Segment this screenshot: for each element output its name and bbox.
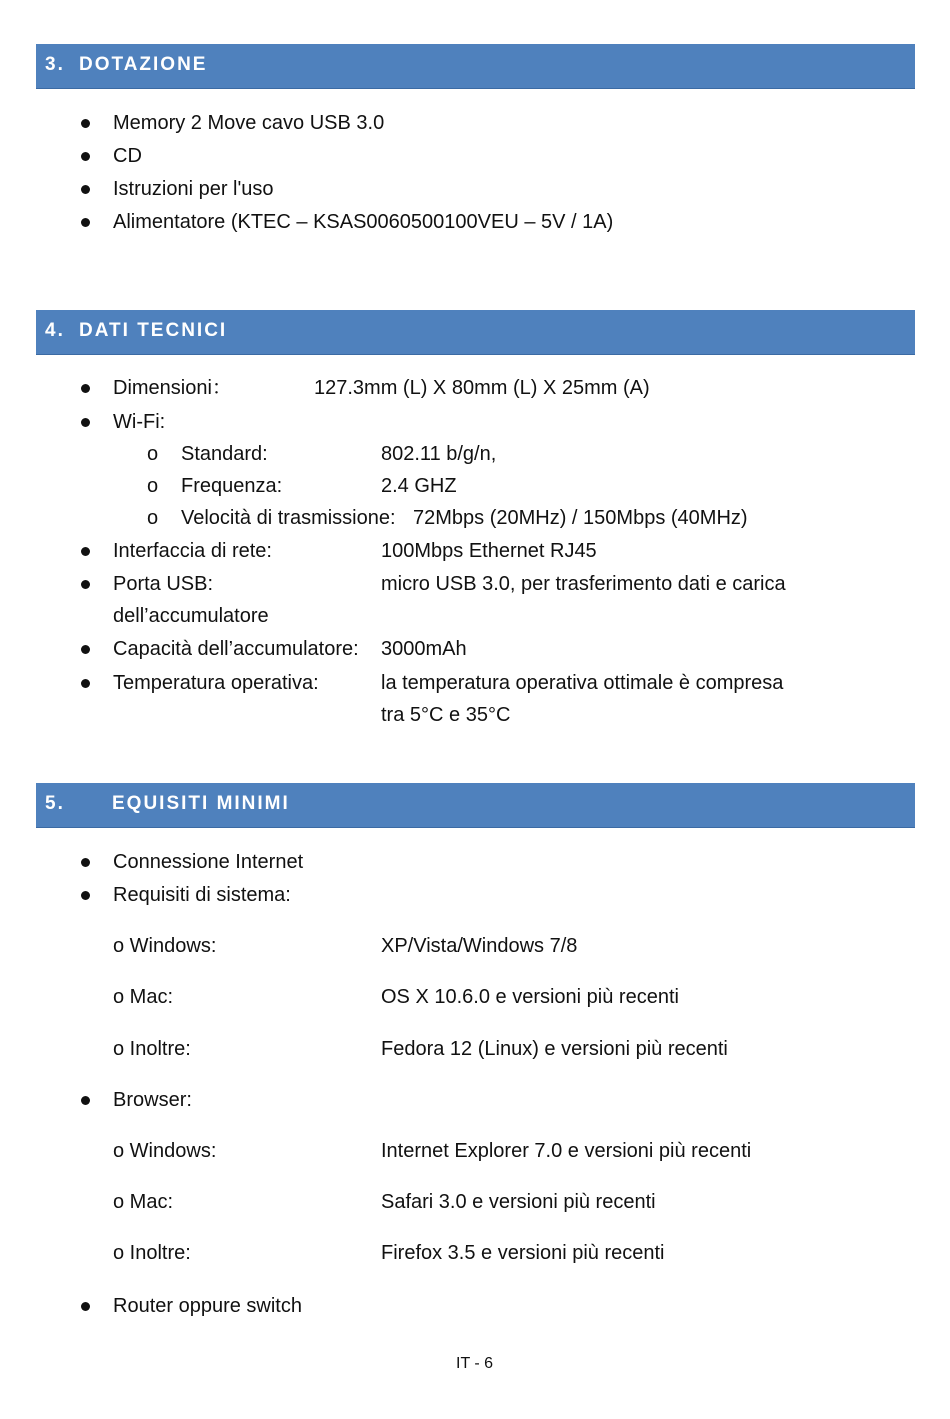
spec-label-velocita: Velocità di trasmissione:: [181, 507, 396, 529]
req-value-mac: OS X 10.6.0 e versioni più recenti: [381, 986, 679, 1008]
bullet-icon: [81, 218, 90, 227]
spec-label-temperatura: Temperatura operativa:: [113, 672, 319, 694]
browser-label-other: o Inoltre:: [113, 1242, 191, 1264]
list-item: Requisiti di sistema:: [113, 884, 291, 906]
spec-label-dimensioni: Dimensioni：: [113, 377, 232, 399]
spec-value-usb-continued: dell’accumulatore: [113, 605, 269, 627]
browser-label-mac: o Mac:: [113, 1191, 174, 1213]
spec-value-temperatura: la temperatura operativa ottimale è compresa: [381, 672, 784, 694]
list-item: Connessione Internet: [113, 851, 304, 873]
section-number: 5.: [45, 793, 65, 814]
list-item: Alimentatore (KTEC – KSAS0060500100VEU – 5V / 1A): [113, 211, 614, 233]
list-item: Browser:: [113, 1089, 192, 1111]
section-title: DOTAZIONE: [79, 54, 208, 75]
req-label-mac: o Mac:: [113, 986, 174, 1008]
browser-value-windows: Internet Explorer 7.0 e versioni più recenti: [381, 1140, 752, 1162]
spec-value-frequenza: 2.4 GHZ: [381, 475, 457, 497]
page-number: IT - 6: [456, 1355, 494, 1372]
spec-label-interfaccia: Interfaccia di rete:: [113, 540, 272, 562]
section-number: 3.: [45, 54, 65, 75]
section-number: 4.: [45, 320, 65, 341]
req-value-other: Fedora 12 (Linux) e versioni più recenti: [381, 1038, 728, 1060]
sub-bullet-icon: o: [147, 443, 159, 465]
spec-label-standard: Standard:: [181, 443, 268, 465]
bullet-icon: [81, 119, 90, 128]
browser-label-windows: o Windows:: [113, 1140, 217, 1162]
section-header-requisiti: [36, 783, 915, 828]
bullet-icon: [81, 152, 90, 161]
bullet-icon: [81, 185, 90, 194]
bullet-icon: [81, 418, 90, 427]
spec-value-capacita: 3000mAh: [381, 638, 467, 660]
section-header-dati-tecnici: [36, 310, 915, 355]
bullet-icon: [81, 547, 90, 556]
bullet-icon: [81, 384, 90, 393]
req-label-windows: o Windows:: [113, 935, 217, 957]
bullet-icon: [81, 645, 90, 654]
bullet-icon: [81, 1096, 90, 1105]
req-value-windows: XP/Vista/Windows 7/8: [381, 935, 578, 957]
spec-label-frequenza: Frequenza:: [181, 475, 283, 497]
req-label-other: o Inoltre:: [113, 1038, 191, 1060]
bullet-icon: [81, 891, 90, 900]
section-header-dotazione: [36, 44, 915, 89]
bullet-icon: [81, 858, 90, 867]
bullet-icon: [81, 679, 90, 688]
spec-label-wifi: Wi-Fi:: [113, 411, 166, 433]
browser-value-other: Firefox 3.5 e versioni più recenti: [381, 1242, 665, 1264]
browser-value-mac: Safari 3.0 e versioni più recenti: [381, 1191, 656, 1213]
spec-label-usb: Porta USB:: [113, 573, 214, 595]
list-item: Router oppure switch: [113, 1295, 302, 1317]
bullet-icon: [81, 580, 90, 589]
spec-value-temperatura-continued: tra 5°C e 35°C: [381, 704, 511, 726]
list-item: Istruzioni per l'uso: [113, 178, 274, 200]
spec-value-velocita: 72Mbps (20MHz) / 150Mbps (40MHz): [413, 507, 748, 529]
sub-bullet-icon: o: [147, 507, 159, 529]
sub-bullet-icon: o: [147, 475, 159, 497]
list-item: CD: [113, 145, 142, 167]
spec-value-standard: 802.11 b/g/n,: [381, 443, 497, 465]
spec-value-interfaccia: 100Mbps Ethernet RJ45: [381, 540, 597, 562]
spec-value-dimensioni: 127.3mm (L) X 80mm (L) X 25mm (A): [314, 377, 650, 399]
list-item: Memory 2 Move cavo USB 3.0: [113, 112, 385, 134]
section-title: DATI TECNICI: [79, 320, 228, 341]
spec-value-usb: micro USB 3.0, per trasferimento dati e carica: [381, 573, 786, 595]
section-title: EQUISITI MINIMI: [112, 793, 290, 814]
spec-label-capacita: Capacità dell’accumulatore:: [113, 638, 359, 660]
bullet-icon: [81, 1302, 90, 1311]
